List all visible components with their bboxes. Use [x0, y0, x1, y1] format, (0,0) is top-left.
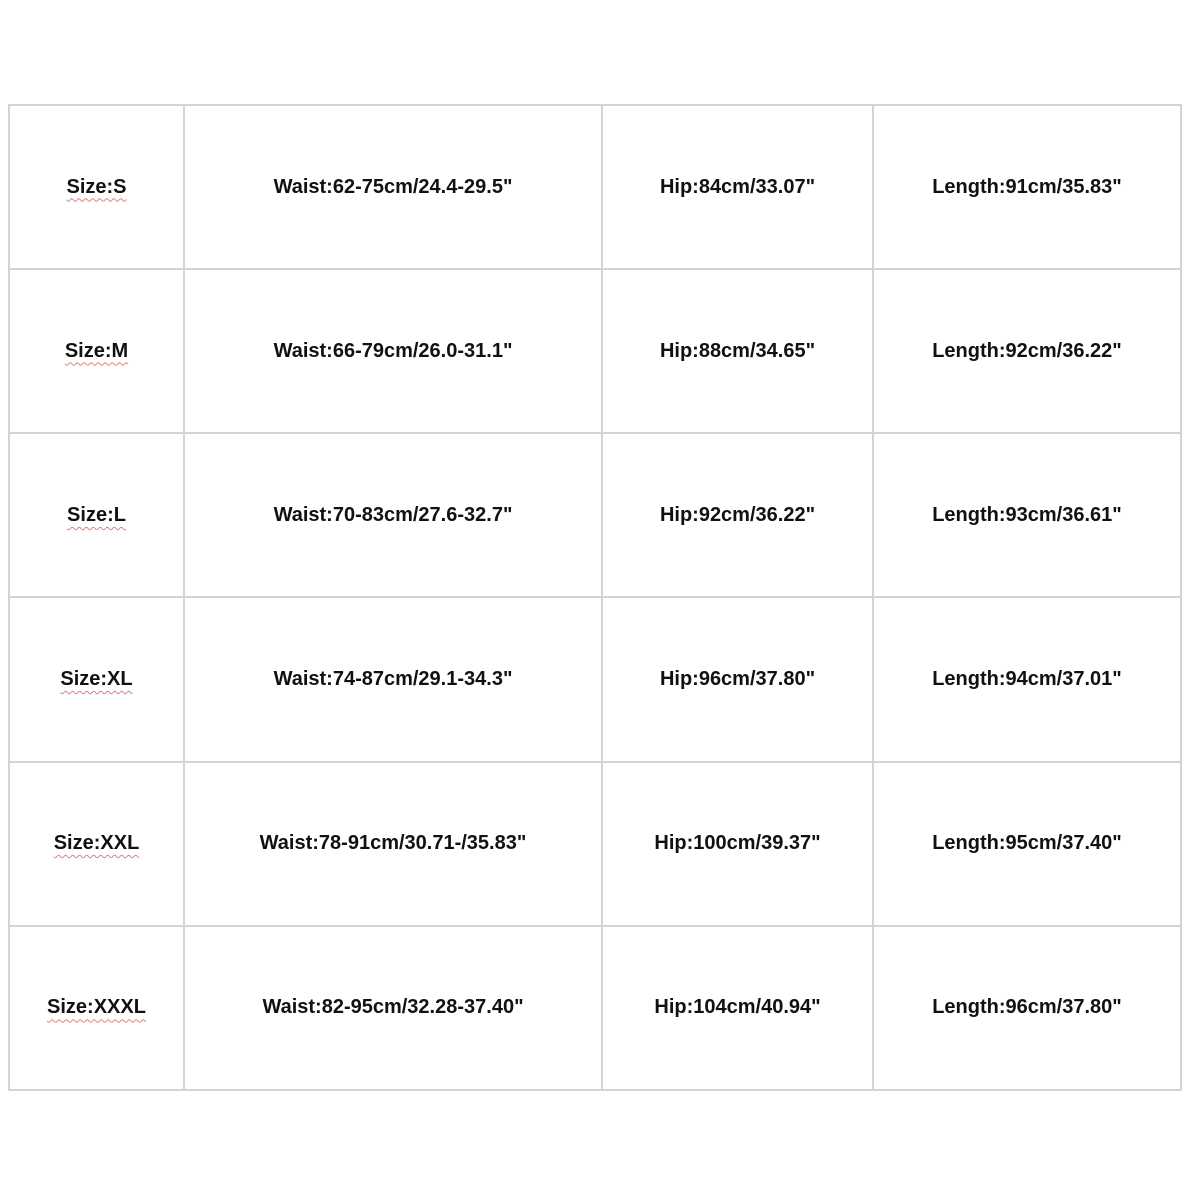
waist-cell: Waist:70-83cm/27.6-32.7" — [184, 433, 602, 597]
waist-cell: Waist:74-87cm/29.1-34.3" — [184, 597, 602, 761]
waist-cell: Waist:66-79cm/26.0-31.1" — [184, 269, 602, 433]
size-label: Size:M — [64, 339, 129, 362]
size-label: Size:S — [66, 175, 127, 198]
hip-cell: Hip:88cm/34.65" — [602, 269, 873, 433]
table-row — [9, 597, 1181, 761]
size-cell — [9, 926, 184, 1090]
size-cell — [9, 597, 184, 761]
hip-cell: Hip:104cm/40.94" — [602, 926, 873, 1090]
size-cell — [9, 433, 184, 597]
length-cell: Length:92cm/36.22" — [873, 269, 1181, 433]
waist-cell: Waist:62-75cm/24.4-29.5" — [184, 105, 602, 269]
length-cell: Length:91cm/35.83" — [873, 105, 1181, 269]
hip-cell: Hip:92cm/36.22" — [602, 433, 873, 597]
length-cell: Length:96cm/37.80" — [873, 926, 1181, 1090]
waist-cell: Waist:78-91cm/30.71-/35.83" — [184, 762, 602, 926]
size-cell — [9, 105, 184, 269]
size-label: Size:XXL — [53, 832, 140, 855]
hip-cell: Hip:96cm/37.80" — [602, 597, 873, 761]
length-cell: Length:94cm/37.01" — [873, 597, 1181, 761]
length-cell: Length:95cm/37.40" — [873, 762, 1181, 926]
table-row — [9, 762, 1181, 926]
size-label: Size:XXXL — [47, 996, 146, 1019]
size-cell — [9, 762, 184, 926]
size-cell — [9, 269, 184, 433]
size-label: Size:XL — [60, 668, 133, 691]
size-chart-table — [8, 104, 1182, 1091]
hip-cell: Hip:84cm/33.07" — [602, 105, 873, 269]
size-label: Size:L — [67, 503, 126, 526]
hip-cell: Hip:100cm/39.37" — [602, 762, 873, 926]
table-row — [9, 105, 1181, 269]
waist-cell: Waist:82-95cm/32.28-37.40" — [184, 926, 602, 1090]
table-row — [9, 269, 1181, 433]
table-row — [9, 433, 1181, 597]
length-cell: Length:93cm/36.61" — [873, 433, 1181, 597]
table-row — [9, 926, 1181, 1090]
